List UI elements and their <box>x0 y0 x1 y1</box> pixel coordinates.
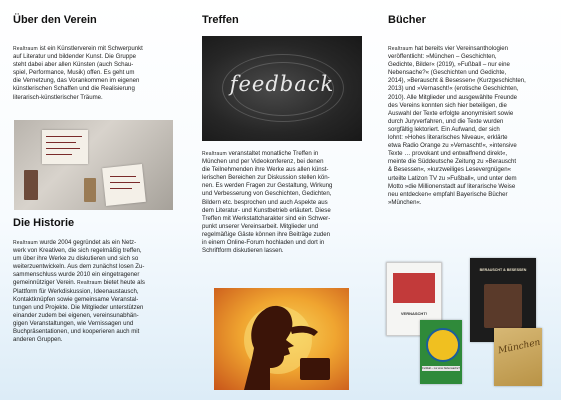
book-title-fussball: Fußball – nur eine Nebensache? <box>422 367 460 370</box>
silhouette-drawing <box>214 288 349 390</box>
column-buecher <box>374 0 561 400</box>
buecher-text: Realtraum hat bereits vier Vereinsanthologien veröffentlicht: »München – Geschichten, Gedichte, Bilder« (2019), »Fußball – nur eine Nebensache?« (Geschichten und Gedichte, 2014), »Berauscht & Besessen« (Kurzgeschichten, 2013) und »Vernascht!« (erotische Geschichten, 2010). Alle Mitglieder und ausgewählte Freunde des Vereins konnten sich hier beteiligen, die Auswahl der Texte erfolgte anonymisiert sowie durch Juryverfahren, und die Texte wurden sorgfältig lektoriert. Ein Aufwand, der sich lohnt: »Hohes literarisches Niveau«, erklärte etwa Radio Orange zu »Vernascht!«, »intensive Texte … provokant und entwaffnend direkt«, meinte die Süddeutsche Zeitung zu »Berauscht & Besessen«, »kurzweiliges Lesevergnügen« urteilte Latizon TV zu »Fußball«, und unter dem Motto »die Millionenstadt auf literarische Weise neu entdecken« empfahl Bayerische Bücher »München«. <box>388 45 526 206</box>
heading-die-historie: Die Historie <box>13 217 75 229</box>
feedback-chalkboard-image <box>202 36 362 141</box>
book-title-berauscht: BERAUSCHT & BESESSEN <box>479 268 527 272</box>
artwork-image <box>14 120 173 210</box>
feedback-chalk-text: feedback <box>229 72 335 96</box>
heading-buecher: Bücher <box>388 14 426 26</box>
book-title-muenchen: München <box>497 337 542 357</box>
historie-text: Realtraum wurde 2004 gegründet als ein Netz- werk von Kreativen, die sich regelmäßig treffen, um über ihre Werke zu diskutieren und sich so weiterzuentwickeln. Aus dem zunächst losen Zu- sammenschluss wurde 2010 ein eingetragener gemeinnütziger Verein. Realtraum bietet heute als Plattform für Werkdiskussion, Ideenaustausch, Kontaktknüpfen sowie gemeinsame Veranstal- tungen und Projekte. Die Mitglieder unterstützen einander zudem bei eigenen, vereinsunabhän- gigen Veranstaltungen, wie Vernissagen und Buchpräsentationen, und kooperieren auch mit anderen Gruppen. <box>13 239 145 344</box>
heading-ueber-den-verein: Über den Verein <box>13 14 97 26</box>
column-treffen <box>187 0 374 400</box>
book-cover-fussball <box>420 320 462 384</box>
heading-treffen: Treffen <box>202 14 239 26</box>
silhouette-image <box>214 288 349 390</box>
column-verein <box>0 0 187 400</box>
book-cover-muenchen <box>494 328 542 386</box>
verein-text: Realtraum ist ein Künstlerverein mit Schwerpunkt auf Literatur und bildender Kunst. Die Gruppe steht dabei aber allen Künsten (auch Schau- spiel, Performance, Musik) offen. Es geht um die Vernetzung, das Vorankommen im eigenen künstlerischen Schaffen und die Realisierung literarisch-künstlerischer Träume. <box>13 45 143 101</box>
treffen-text: Realtraum veranstaltet monatliche Treffen in München und per Videokonferenz, bei denen die Teilnehmenden ihre Werke aus allen künst- lerischen Bereichen zur Diskussion stellen kön- nen. Es werden Fragen zur Gestaltung, Wirkung und Verbesserung von Geschichten, Gedichten, Bildern etc. besprochen und auch Aspekte aus dem Literatur- und Kunstbetrieb erläutert. Diese Treffen mit Werkstattcharakter sind ein Schwer- punkt unserer Vereinsarbeit. Mitglieder und regelmäßige Gäste können ihre Beiträge zuden in einem Online-Forum hochladen und dort in Schriftform diskutieren lassen. <box>202 150 333 255</box>
book-title-vernascht: VERNASCHT! <box>400 311 428 316</box>
